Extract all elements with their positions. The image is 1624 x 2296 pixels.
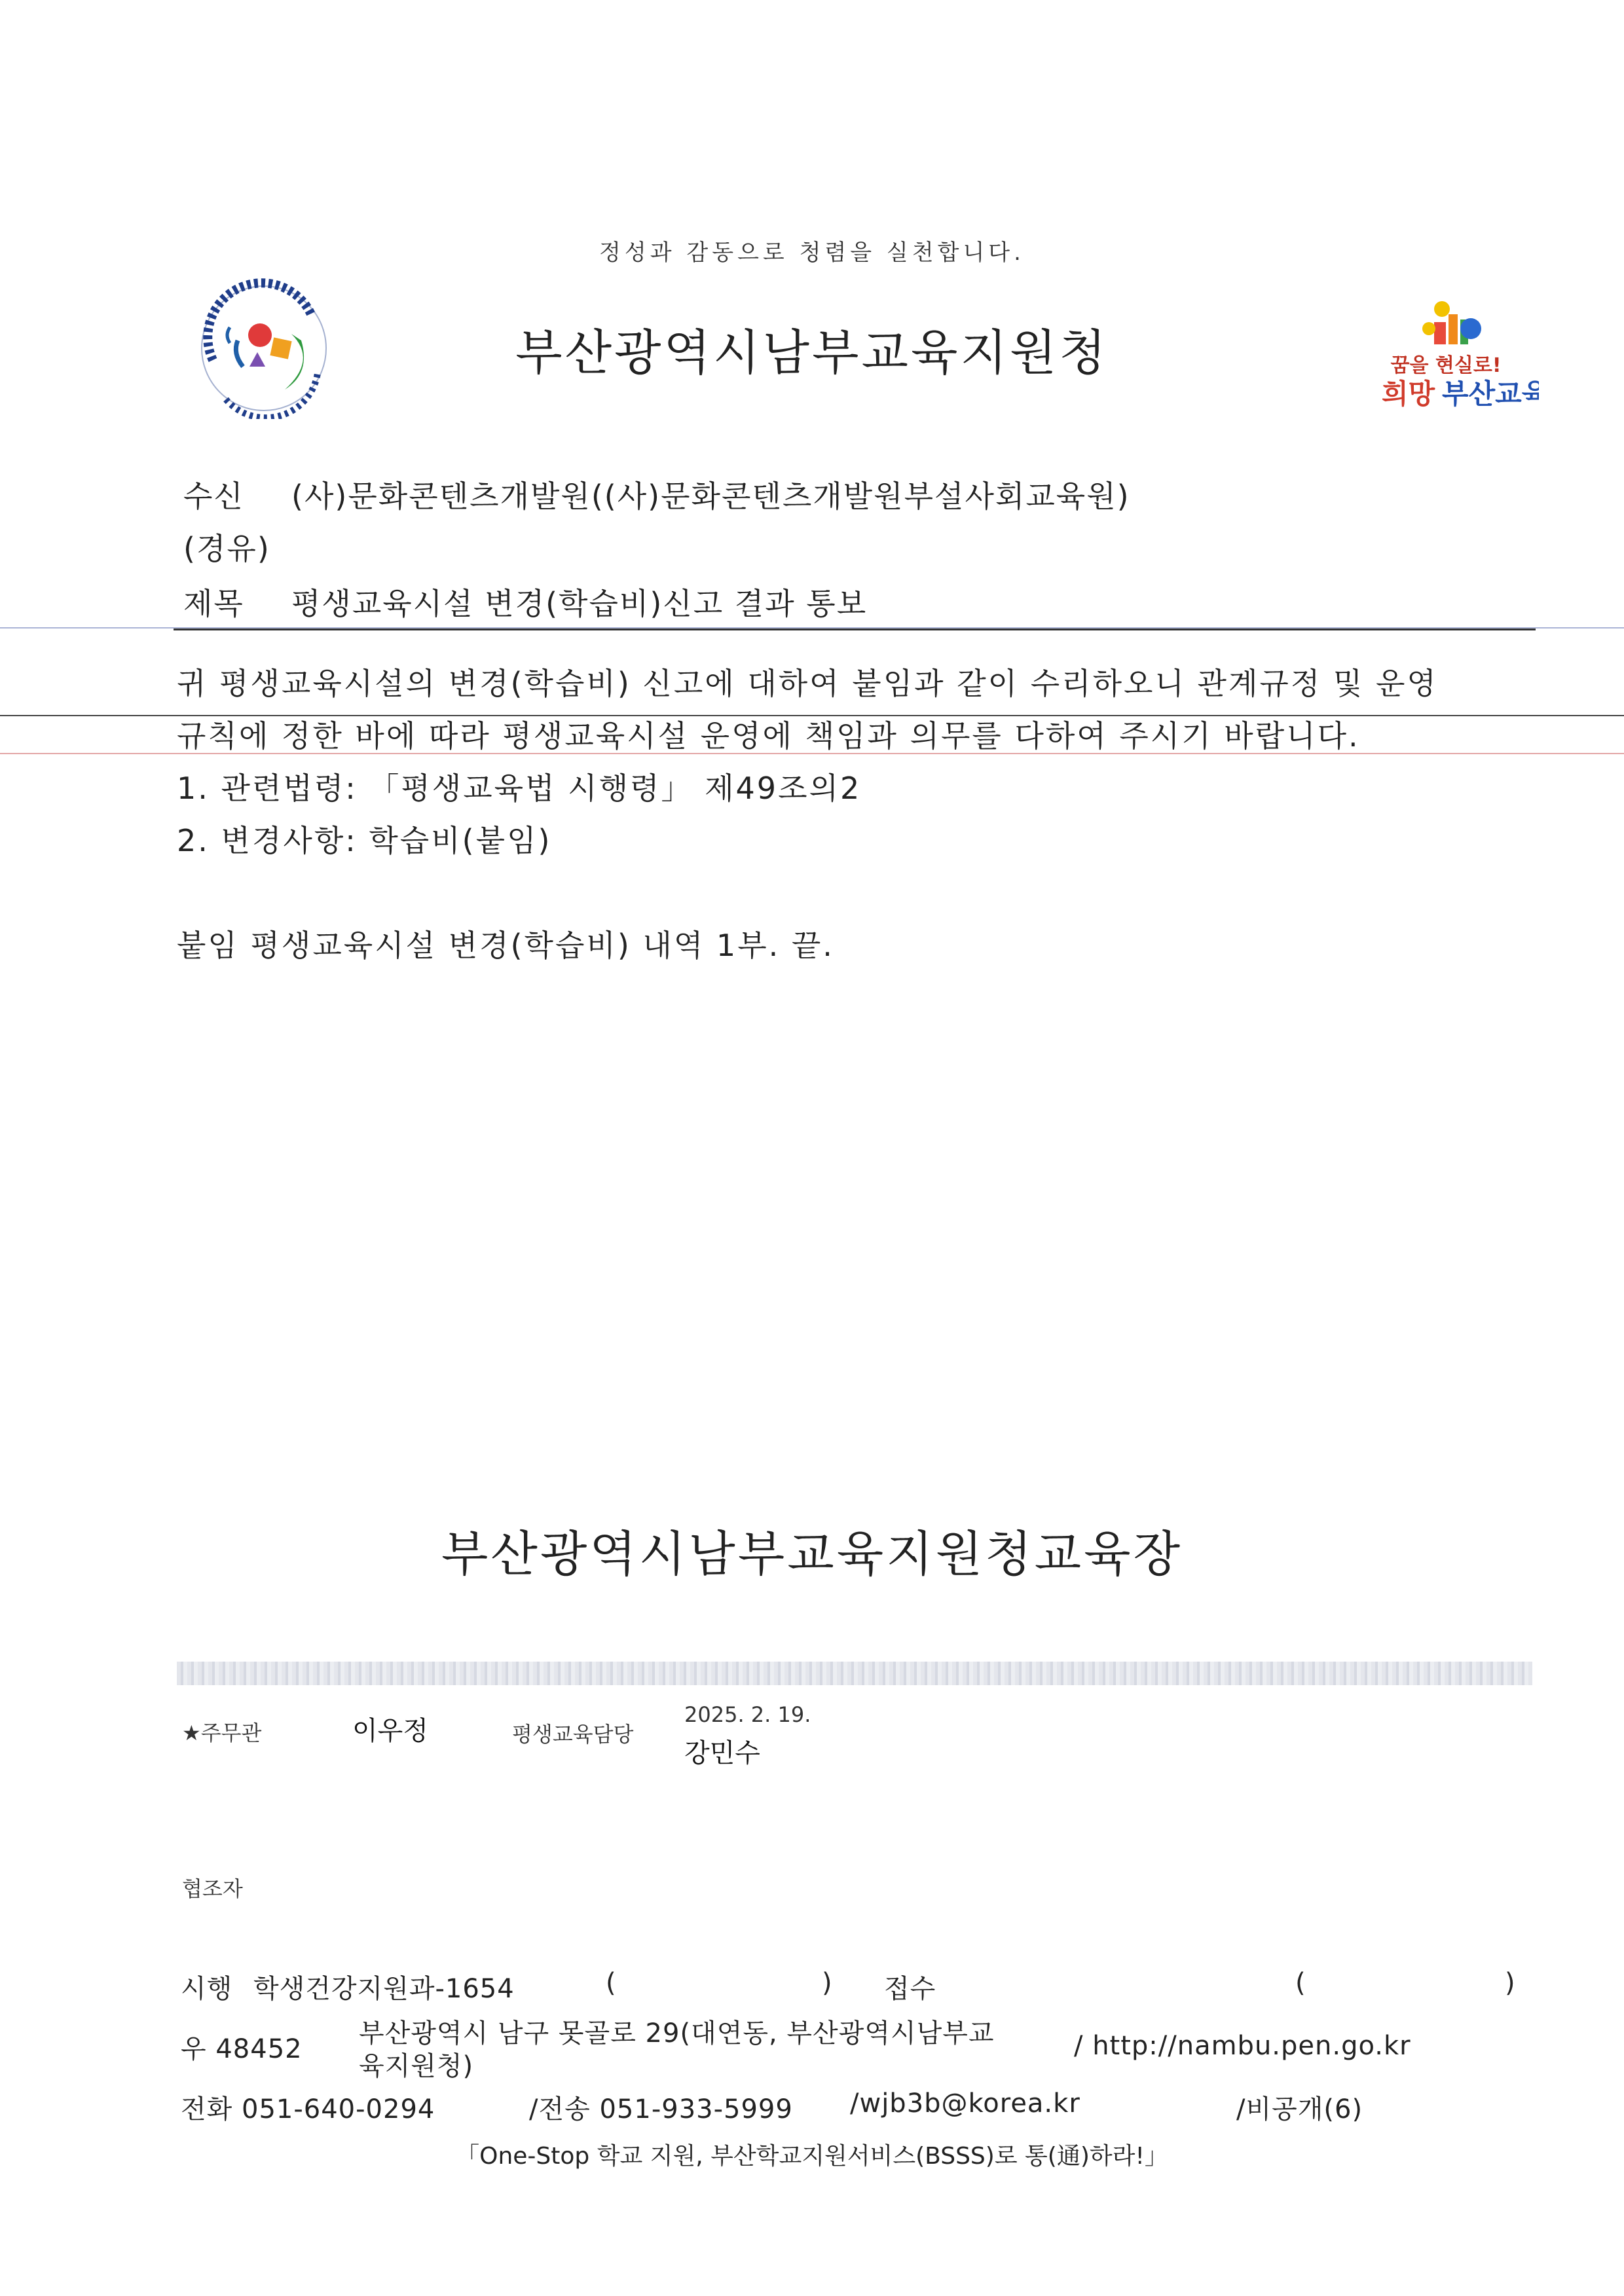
- enforce-label: 시행: [181, 1974, 233, 2004]
- officer-label: ★주무관: [182, 1721, 262, 1745]
- receipt-paren-open: (: [1295, 1968, 1306, 1998]
- zip-code: 우 48452: [181, 2034, 303, 2064]
- slogan: 정성과 감동으로 청렴을 실천합니다.: [599, 240, 1025, 266]
- disclosure-status: /비공개(6): [1236, 2094, 1363, 2124]
- subject-divider: [174, 629, 1536, 630]
- footer-motto: 「One-Stop 학교 지원, 부산학교지원서비스(BSSS)로 통(通)하라!」: [456, 2143, 1168, 2170]
- manager-name: 강민수: [684, 1738, 760, 1768]
- fax-number: /전송 051-933-5999: [529, 2094, 793, 2124]
- address-line-1: 부산광역시 남구 못골로 29(대연동, 부산광역시남부교: [359, 2018, 995, 2049]
- recipient-value: (사)문화콘텐츠개발원((사)문화콘텐츠개발원부설사회교육원): [291, 479, 1130, 514]
- enforce-row: [181, 1968, 515, 2005]
- approval-date: 2025. 2. 19.: [684, 1702, 811, 1727]
- subject-value: 평생교육시설 변경(학습비)신고 결과 통보: [291, 586, 868, 621]
- recipient-row: [183, 473, 1130, 516]
- recipient-label: 수신: [183, 479, 244, 514]
- logo-line2b: 부산교육: [1442, 378, 1539, 410]
- enforce-paren-close: ): [822, 1968, 833, 1998]
- address-line-2: 육지원청): [359, 2051, 474, 2081]
- receipt-label: 접수: [884, 1974, 936, 2004]
- email-link[interactable]: /wjb3b@korea.kr: [850, 2088, 1080, 2119]
- logo-line2a: 희망: [1382, 378, 1435, 410]
- body-line-1: 귀 평생교육시설의 변경(학습비) 신고에 대하여 붙임과 같이 수리하오니 관계규정 및 운영: [177, 666, 1438, 701]
- seal-band: [177, 1662, 1532, 1685]
- logo-line1: 꿈을 현실로!: [1390, 354, 1502, 377]
- attachment-line: 붙임 평생교육시설 변경(학습비) 내역 1부. 끝.: [177, 928, 834, 963]
- hope-education-logo-icon: [1369, 288, 1539, 419]
- body-line-2: 규칙에 정한 바에 따라 평생교육시설 운영에 책임과 의무를 다하여 주시기 바랍니다.: [177, 718, 1360, 754]
- officer-name: 이우정: [352, 1716, 428, 1746]
- subject-row: [183, 580, 867, 623]
- enforce-paren-open: (: [606, 1968, 617, 1998]
- organization-title: 부산광역시남부교육지원청: [515, 325, 1109, 381]
- enforce-number: 학생건강지원과-1654: [253, 1974, 515, 2004]
- body-item-1: 1. 관련법령: 「평생교육법 시행령」 제49조의2: [177, 771, 862, 806]
- via-label: (경유): [183, 531, 270, 566]
- cooperator-label: 협조자: [182, 1876, 243, 1901]
- phone-number: 전화 051-640-0294: [181, 2094, 435, 2124]
- receipt-paren-close: ): [1505, 1968, 1516, 1998]
- manager-label: 평생교육담당: [512, 1722, 634, 1747]
- homepage-link[interactable]: / http://nambu.pen.go.kr: [1074, 2031, 1411, 2061]
- subject-label: 제목: [183, 586, 244, 621]
- signer-title: 부산광역시남부교육지원청교육장: [441, 1526, 1183, 1582]
- body-item-2: 2. 변경사항: 학습비(붙임): [177, 823, 552, 858]
